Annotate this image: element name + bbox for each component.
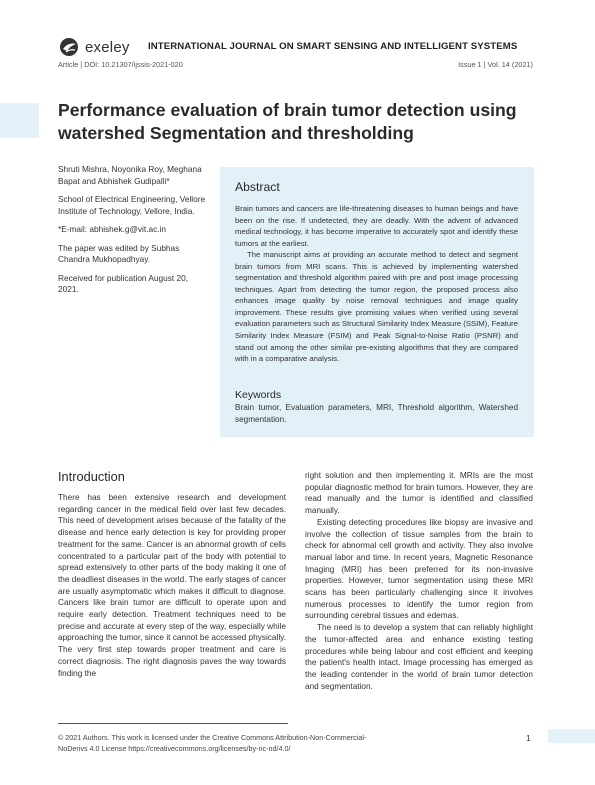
- author-names: Shruti Mishra, Noyonika Roy, Meghana Bapat and Abhishek Gudipalli*: [58, 164, 202, 186]
- side-accent-band-top: [0, 103, 39, 138]
- body-paragraph: There has been extensive research and development regarding cancer in the medical field over last few decades. This need of development arises because of the fatality of the disease and hence early detection is key for providing proper treatment for the same. Cancer is an abnormal growth of cells concentrated to a particular part of the body with potential to spread extensively to other parts of the body making it one of the deadliest diseases in the world. The early stages of cancer are usually asymptomatic which makes it difficult to diagnose. Cancers like brain tumor are difficult to operate upon and require early detection. Treatment techniques need to be precise and accurate at every step of the way, especially while approaching the tumor, since it cannot be accessed physically. The very first step towards proper treatment and care is correct diagnosis. The right diagnosis paves the way towards finding the: [58, 493, 286, 678]
- keywords-heading: Keywords: [235, 389, 282, 401]
- abstract-heading: Abstract: [235, 180, 280, 194]
- author-affiliation: School of Electrical Engineering, Vellore Institute of Technology, Vellore, India.: [58, 194, 206, 216]
- abstract-paragraph: Brain tumors and cancers are life-threatening diseases to human beings and have been on the rise. If undetected, they are deadly. With the advent of advanced medical technology, it has become imperative to accurately spot and identify these tumors at the earliest.: [235, 204, 518, 248]
- received-date: Received for publication August 20, 2021.: [58, 272, 189, 294]
- body-column-right: [305, 470, 533, 692]
- publisher-logo[interactable]: [58, 36, 130, 58]
- abstract-text: [235, 203, 518, 365]
- article-doi: Article | DOI: 10.21307/ijssis-2021-020: [58, 60, 183, 69]
- author-info: [58, 164, 208, 303]
- body-paragraph: The need is to develop a system that can reliably highlight the tumor-affected area and enhance existing testing procedures while being labour and cost efficient and keeping the patient's health intact. Image processing has emerged as the leading contender in the world of brain tumor detection and segmentation.: [305, 623, 533, 691]
- keywords-text: Brain tumor, Evaluation parameters, MRI, Threshold algorithm, Watershed segmentation.: [235, 403, 518, 424]
- body-paragraph: right solution and then implementing it. MRIs are the most popular diagnostic method for brain tumors. However, they are read manually and the tumor is identified and classified manually.: [305, 471, 533, 516]
- issue-volume: Issue 1 | Vol. 14 (2021): [458, 60, 533, 69]
- paper-title: Performance evaluation of brain tumor detection using watershed Segmentation and thresholding: [58, 100, 517, 143]
- page-number: 1: [526, 733, 531, 743]
- body-paragraph: Existing detecting procedures like biopsy are invasive and involve the collection of tissue samples from the brain to check for abnormal cell growth and activity. They also involve manual labor and time. In recent years, Magnetic Resonance Imaging (MRI) has been preferred for its non-invasive properties. However, tumor segmentation using these MRI scans has been particularly challenging since it involves numerous processes to identify the tumor region from surrounding cerebral tissues and edemas.: [305, 517, 533, 621]
- footer-divider: [58, 723, 288, 724]
- corresponding-email[interactable]: *E-mail: abhishek.g@vit.ac.in: [58, 224, 167, 234]
- introduction-heading: Introduction: [58, 469, 125, 484]
- publisher-name: exeley: [85, 38, 130, 56]
- body-column-left: [58, 492, 286, 679]
- side-accent-band-bottom: [548, 729, 595, 743]
- abstract-paragraph: The manuscript aims at providing an accurate method to detect and segment brain tumors from MRI scans. This is achieved by implementing watershed segmentation and threshold algorithm paired with pre and post image processing techniques. Apart from detecting the tumor region, the proposed process also enhances image quality by noise removal techniques and image quality improvement. These results give promising values when verified using several evaluation parameters such as Structural Similarity Index Measure (SSIM), Feature Similarity Index Measure (FSIM) and Peak Signal-to-Noise Ratio (PSNR) and stand out among the other similar pre-existing algorithms that they are compared with in a comparative analysis.: [235, 250, 518, 364]
- editor-note: The paper was edited by Subhas Chandra Mukhopadhyay.: [58, 242, 180, 264]
- journal-name: INTERNATIONAL JOURNAL ON SMART SENSING AND INTELLIGENT SYSTEMS: [148, 41, 518, 52]
- exeley-bird-icon: [58, 37, 80, 57]
- license-notice: © 2021 Authors. This work is licensed under the Creative Commons Attribution-Non-Commercial-NoDerivs 4.0 License https://creativecommons.org/licenses/by-nc-nd/4.0/: [58, 733, 367, 753]
